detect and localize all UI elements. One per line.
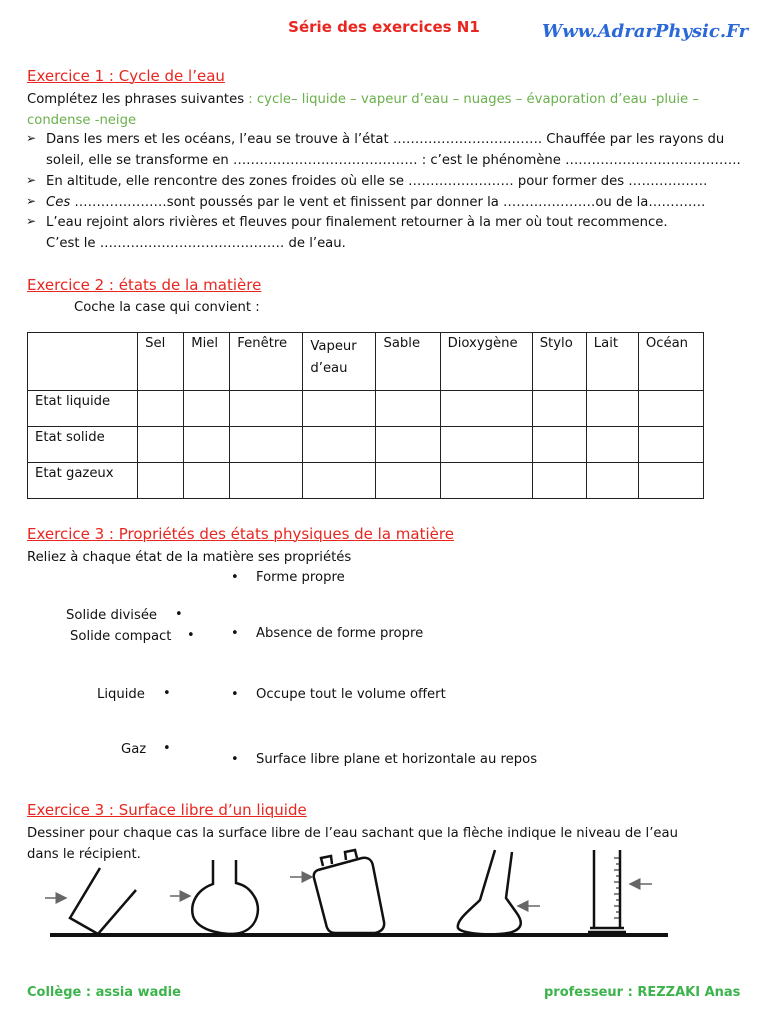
match-dot[interactable]: • — [163, 686, 171, 701]
ex2-instruction: Coche la case qui convient : — [74, 300, 260, 315]
checkbox-cell[interactable] — [184, 427, 230, 463]
site-name: Www.AdrarPhysic.Fr — [542, 21, 749, 42]
match-dot[interactable]: • — [175, 607, 183, 622]
match-dot[interactable]: • — [231, 752, 239, 767]
ex1-sentence-1b: soleil, elle se transforme en …………………………………… : c’est le phénomène …………………………………. — [46, 153, 741, 168]
ex1-sentence-3-start: Ces — [46, 195, 75, 210]
checkbox-cell[interactable] — [586, 427, 638, 463]
checkbox-cell[interactable] — [586, 463, 638, 499]
tilted-beaker-icon — [70, 868, 136, 934]
checkbox-cell[interactable] — [586, 391, 638, 427]
ex4-instruction-1: Dessiner pour chaque cas la surface libre de l’eau sachant que la flèche indique le niveau de l’eau — [27, 826, 678, 841]
checkbox-cell[interactable] — [532, 391, 586, 427]
match-dot[interactable]: • — [187, 628, 195, 643]
state-label: Liquide — [97, 687, 145, 702]
column-header: Fenêtre — [230, 333, 303, 391]
state-label: Solide compact — [70, 629, 172, 644]
table-row — [28, 427, 704, 463]
property-label: Forme propre — [256, 570, 345, 585]
bullet-arrow-icon: ➢ — [26, 131, 37, 145]
round-flask-icon — [192, 860, 258, 934]
column-header: Stylo — [532, 333, 586, 391]
checkbox-cell[interactable] — [303, 463, 376, 499]
row-header: Etat solide — [28, 427, 138, 463]
checkbox-cell[interactable] — [638, 391, 703, 427]
ex1-sentence-4b: C’est le …………………………………… de l’eau. — [46, 236, 346, 251]
ex1-word-list-end: condense -neige — [27, 113, 137, 128]
checkbox-cell[interactable] — [138, 463, 184, 499]
column-header: Lait — [586, 333, 638, 391]
ex1-sentence-4a: L’eau rejoint alors rivières et fleuves pour finalement retourner à la mer où tout recommence. — [46, 215, 668, 230]
row-header: Etat gazeux — [28, 463, 138, 499]
table-row — [28, 463, 704, 499]
checkbox-cell[interactable] — [184, 391, 230, 427]
row-header: Etat liquide — [28, 391, 138, 427]
checkbox-cell[interactable] — [440, 463, 532, 499]
property-label: Absence de forme propre — [256, 626, 424, 641]
containers-drawing — [0, 840, 768, 950]
column-header: Océan — [638, 333, 703, 391]
checkbox-cell[interactable] — [440, 427, 532, 463]
checkbox-cell[interactable] — [230, 463, 303, 499]
property-label: Occupe tout le volume offert — [256, 687, 446, 702]
ex1-sentence-1a: Dans les mers et les océans, l’eau se trouve à l’état ……………………………. Chauffée par les rayons du — [46, 132, 725, 147]
checkbox-cell[interactable] — [376, 463, 440, 499]
checkbox-cell[interactable] — [230, 427, 303, 463]
ex1-intro — [27, 89, 699, 110]
ex3-instruction: Reliez à chaque état de la matière ses propriétés — [27, 550, 352, 565]
ex3-heading: Exercice 3 : Propriétés des états physiques de la matière — [27, 525, 454, 543]
checkbox-cell[interactable] — [638, 427, 703, 463]
property-label: Surface libre plane et horizontale au repos — [256, 752, 538, 767]
match-dot[interactable]: • — [163, 741, 171, 756]
tilted-bottle-icon — [314, 850, 384, 933]
checkbox-cell[interactable] — [638, 463, 703, 499]
graduated-cylinder-icon — [588, 850, 626, 932]
match-dot[interactable]: • — [231, 570, 239, 585]
checkbox-cell[interactable] — [303, 391, 376, 427]
ex4-instruction-2: dans le récipient. — [27, 847, 141, 862]
column-header: Vapeur d’eau — [303, 333, 376, 391]
checkbox-cell[interactable] — [532, 427, 586, 463]
checkbox-cell[interactable] — [184, 463, 230, 499]
states-table — [27, 332, 704, 499]
checkbox-cell[interactable] — [230, 391, 303, 427]
ex2-heading: Exercice 2 : états de la matière — [27, 276, 262, 294]
column-header: Dioxygène — [440, 333, 532, 391]
bullet-arrow-icon: ➢ — [26, 194, 37, 208]
table-corner-cell — [28, 333, 138, 391]
match-dot[interactable]: • — [231, 626, 239, 641]
column-header: Miel — [184, 333, 230, 391]
checkbox-cell[interactable] — [138, 391, 184, 427]
ex1-sentence-2: En altitude, elle rencontre des zones froides où elle se …………………… pour former des ……………… — [46, 174, 708, 189]
ex1-intro-text: Complétez les phrases suivantes — [27, 92, 249, 107]
checkbox-cell[interactable] — [303, 427, 376, 463]
table-header-row — [28, 333, 704, 391]
checkbox-cell[interactable] — [532, 463, 586, 499]
checkbox-cell[interactable] — [440, 391, 532, 427]
page-title: Série des exercices N1 — [288, 18, 480, 36]
match-dot[interactable]: • — [231, 687, 239, 702]
ex4-heading: Exercice 3 : Surface libre d’un liquide — [27, 801, 307, 819]
ex1-word-list: : cycle– liquide – vapeur d’eau – nuages – évaporation d’eau -pluie – — [248, 92, 699, 107]
ex1-sentence-3-end: …………………sont poussés par le vent et finissent par donner la …………………ou de la…………. — [74, 195, 706, 210]
ex1-sentence-3 — [46, 192, 705, 213]
checkbox-cell[interactable] — [376, 391, 440, 427]
column-header: Sable — [376, 333, 440, 391]
column-header: Sel — [138, 333, 184, 391]
state-label: Solide divisée — [66, 608, 158, 623]
erlenmeyer-flask-icon — [458, 850, 521, 934]
footer-teacher: professeur : REZZAKI Anas — [544, 985, 741, 1000]
footer-school: Collège : assia wadie — [27, 985, 181, 1000]
checkbox-cell[interactable] — [376, 427, 440, 463]
bullet-arrow-icon: ➢ — [26, 173, 37, 187]
bullet-arrow-icon: ➢ — [26, 214, 37, 228]
table-row — [28, 391, 704, 427]
state-label: Gaz — [121, 742, 147, 757]
checkbox-cell[interactable] — [138, 427, 184, 463]
ex1-heading: Exercice 1 : Cycle de l’eau — [27, 67, 225, 85]
